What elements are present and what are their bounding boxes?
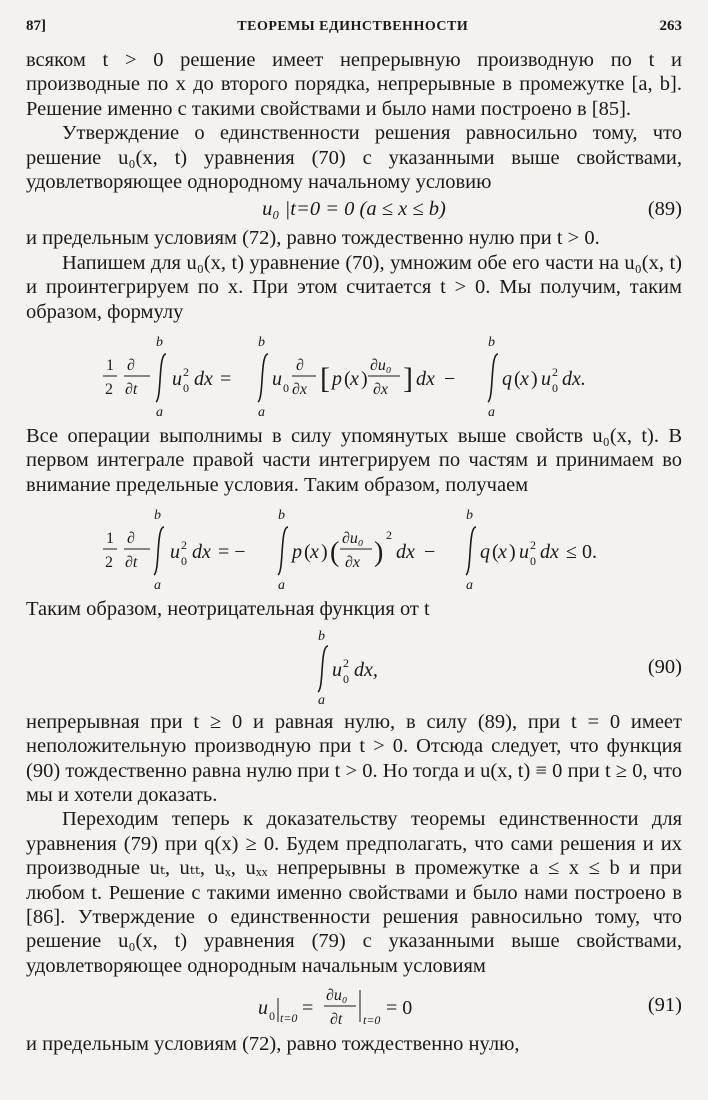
formula-energy-1 bbox=[26, 328, 682, 420]
formula-energy-2-graphic bbox=[26, 501, 682, 593]
svg-text:=: = bbox=[220, 368, 232, 391]
svg-text:0: 0 bbox=[183, 381, 189, 396]
paragraph-5: Все операции выполнимы в силу упомянутых выше свойств u₀(x, t). В первом интеграле правой части интегрируем по частям и принимаем во внимание предельные условия. Таким образом, получаем bbox=[26, 425, 682, 496]
svg-text:b: b bbox=[156, 335, 163, 351]
svg-text:b: b bbox=[488, 335, 495, 351]
paragraph-6: Таким образом, неотрицательная функция от t bbox=[26, 598, 430, 621]
svg-text:(: ( bbox=[304, 541, 311, 564]
svg-text:): ) bbox=[531, 368, 538, 391]
svg-text:u: u bbox=[541, 368, 551, 391]
svg-text:(: ( bbox=[492, 541, 499, 564]
svg-text:(: ( bbox=[514, 368, 521, 391]
svg-text:q: q bbox=[502, 368, 512, 391]
svg-text:u: u bbox=[170, 541, 180, 564]
svg-text:): ) bbox=[374, 537, 384, 569]
svg-text:0: 0 bbox=[343, 671, 349, 686]
svg-text:−: − bbox=[444, 368, 456, 391]
svg-text:b: b bbox=[258, 335, 265, 351]
formula-90-graphic bbox=[26, 626, 682, 706]
formula-91-graphic bbox=[26, 982, 682, 1028]
svg-text:dx: dx bbox=[396, 541, 415, 564]
svg-text:0: 0 bbox=[552, 381, 558, 396]
svg-text:∂: ∂ bbox=[127, 530, 135, 548]
svg-text:≤ 0.: ≤ 0. bbox=[566, 541, 597, 564]
section-number: 87] bbox=[26, 18, 46, 34]
svg-text:∂: ∂ bbox=[127, 357, 135, 375]
svg-text:2: 2 bbox=[530, 538, 536, 553]
svg-text:(: ( bbox=[344, 368, 351, 391]
svg-text:u: u bbox=[272, 368, 282, 391]
svg-text:b: b bbox=[466, 508, 473, 524]
svg-text:): ) bbox=[509, 541, 516, 564]
svg-text:u: u bbox=[332, 658, 342, 681]
svg-text:−: − bbox=[424, 541, 436, 564]
paragraph-4: Напишем для u₀(x, t) уравнение (70), умножим обе его части на u₀(x, t) и проинтегрируем по x. При этом считается t > 0. Мы получим, таким образом, формулу bbox=[26, 251, 682, 323]
svg-text:∂t: ∂t bbox=[125, 554, 138, 572]
svg-text:x: x bbox=[310, 541, 319, 564]
svg-text:u: u bbox=[172, 368, 182, 391]
svg-text:a: a bbox=[278, 578, 285, 594]
svg-text:2: 2 bbox=[343, 655, 349, 670]
svg-text:∂u₀: ∂u₀ bbox=[342, 530, 364, 548]
svg-text:0: 0 bbox=[269, 1009, 275, 1024]
svg-text:t=0: t=0 bbox=[363, 1013, 381, 1028]
svg-text:b: b bbox=[318, 628, 325, 644]
svg-text:x: x bbox=[520, 368, 529, 391]
svg-text:∂u₀: ∂u₀ bbox=[326, 987, 348, 1005]
equation-90-number: (90) bbox=[647, 655, 682, 678]
svg-text:dx: dx bbox=[192, 541, 211, 564]
svg-text:a: a bbox=[154, 578, 161, 594]
formula-energy-2 bbox=[26, 501, 682, 593]
equation-89 bbox=[26, 198, 682, 224]
svg-text:a: a bbox=[258, 405, 265, 421]
svg-text:a: a bbox=[156, 405, 163, 421]
equation-89-number: (89) bbox=[647, 198, 682, 221]
formula-90 bbox=[26, 626, 682, 706]
svg-text:b: b bbox=[278, 508, 285, 524]
formula-91 bbox=[26, 982, 682, 1028]
svg-text:]: ] bbox=[403, 362, 413, 396]
equation-91-number: (91) bbox=[647, 994, 682, 1017]
svg-text:u: u bbox=[258, 997, 268, 1020]
svg-text:0: 0 bbox=[283, 381, 289, 396]
svg-text:∂u₀: ∂u₀ bbox=[370, 357, 392, 375]
svg-text:): ) bbox=[361, 368, 368, 391]
svg-text:∂t: ∂t bbox=[125, 381, 138, 399]
svg-text:0: 0 bbox=[530, 554, 536, 569]
svg-text:a: a bbox=[466, 578, 473, 594]
svg-text:b: b bbox=[154, 508, 161, 524]
paragraph-3: и предельным условиям (72), равно тождественно нулю при t > 0. bbox=[26, 227, 600, 250]
svg-text:[: [ bbox=[320, 362, 330, 396]
book-page bbox=[26, 18, 682, 1057]
paragraph-8: Переходим теперь к доказательству теоремы единственности для уравнения (79) при q(x) ≥ 0. Будем предполагать, что сами решения и их производные uₜ, uₜₜ, uₓ, uₓₓ непрерывны в промежутке a ≤ x ≤ b и при любом t. Решение с такими именно свойствами и было нами построено в [86]. Утверждение о единственности решения равносильно тому, что решение u₀(x, t) уравнения (79) с указанными выше свойствами, удовлетворяющее однородным начальным условиям bbox=[26, 808, 682, 977]
svg-text:∂x: ∂x bbox=[373, 381, 389, 399]
svg-text:t=0: t=0 bbox=[280, 1011, 298, 1026]
svg-text:∂x: ∂x bbox=[345, 554, 361, 572]
svg-text:2: 2 bbox=[181, 538, 187, 553]
svg-text:∂t: ∂t bbox=[330, 1011, 343, 1029]
paragraph-2: Утверждение о единственности решения равносильно тому, что решение u₀(x, t) уравнения (70) с указанными выше свойствами, удовлетворяющее однородному начальному условию bbox=[26, 122, 682, 194]
svg-text:1: 1 bbox=[106, 530, 114, 548]
page-number: 263 bbox=[659, 18, 682, 34]
svg-text:x: x bbox=[350, 368, 359, 391]
svg-text:∂: ∂ bbox=[296, 357, 304, 375]
svg-text:u: u bbox=[519, 541, 529, 564]
svg-text:dx: dx bbox=[416, 368, 435, 391]
svg-text:2: 2 bbox=[183, 365, 189, 380]
svg-text:2: 2 bbox=[386, 528, 392, 543]
svg-text:2: 2 bbox=[552, 365, 558, 380]
svg-text:dx: dx bbox=[194, 368, 213, 391]
svg-text:= 0: = 0 bbox=[386, 997, 413, 1020]
running-title: ТЕОРЕМЫ ЕДИНСТВЕННОСТИ bbox=[237, 19, 469, 34]
svg-text:0: 0 bbox=[181, 554, 187, 569]
formula-energy-1-graphic bbox=[26, 328, 682, 420]
svg-text:(: ( bbox=[330, 537, 340, 569]
svg-text:2: 2 bbox=[105, 381, 113, 399]
paragraph-9: и предельным условиям (72), равно тождественно нулю, bbox=[26, 1033, 520, 1056]
svg-text:x: x bbox=[498, 541, 507, 564]
svg-text:dx.: dx. bbox=[562, 368, 586, 391]
svg-text:2: 2 bbox=[105, 554, 113, 572]
paragraph-1: всяком t > 0 решение имеет непрерывную производную по t и производные по x до второго порядка, непрерывные в промежутке [a, b]. Решение именно с такими свойствами и было нами построено в [85]. bbox=[26, 49, 682, 120]
svg-text:dx,: dx, bbox=[354, 658, 378, 681]
svg-text:= −: = − bbox=[218, 541, 246, 564]
svg-text:a: a bbox=[488, 405, 495, 421]
svg-text:a: a bbox=[318, 692, 325, 706]
svg-text:q: q bbox=[480, 541, 490, 564]
running-header bbox=[26, 18, 682, 48]
svg-text:∂x: ∂x bbox=[292, 381, 308, 399]
svg-text:1: 1 bbox=[106, 357, 114, 375]
svg-text:): ) bbox=[321, 541, 328, 564]
svg-text:p: p bbox=[332, 368, 342, 391]
paragraph-7: непрерывная при t ≥ 0 и равная нулю, в силу (89), при t = 0 имеет неположительную производную при t > 0. Отсюда следует, что функция (90) тождественно равна нулю при t > 0. Но тогда и u(x, t) ≡ 0 при t ≥ 0, что мы и хотели доказать. bbox=[26, 710, 682, 806]
equation-89-body: u₀ |t=0 = 0 (a ≤ x ≤ b) bbox=[262, 198, 446, 221]
svg-text:=: = bbox=[302, 997, 314, 1020]
svg-text:p: p bbox=[292, 541, 302, 564]
svg-text:dx: dx bbox=[540, 541, 559, 564]
